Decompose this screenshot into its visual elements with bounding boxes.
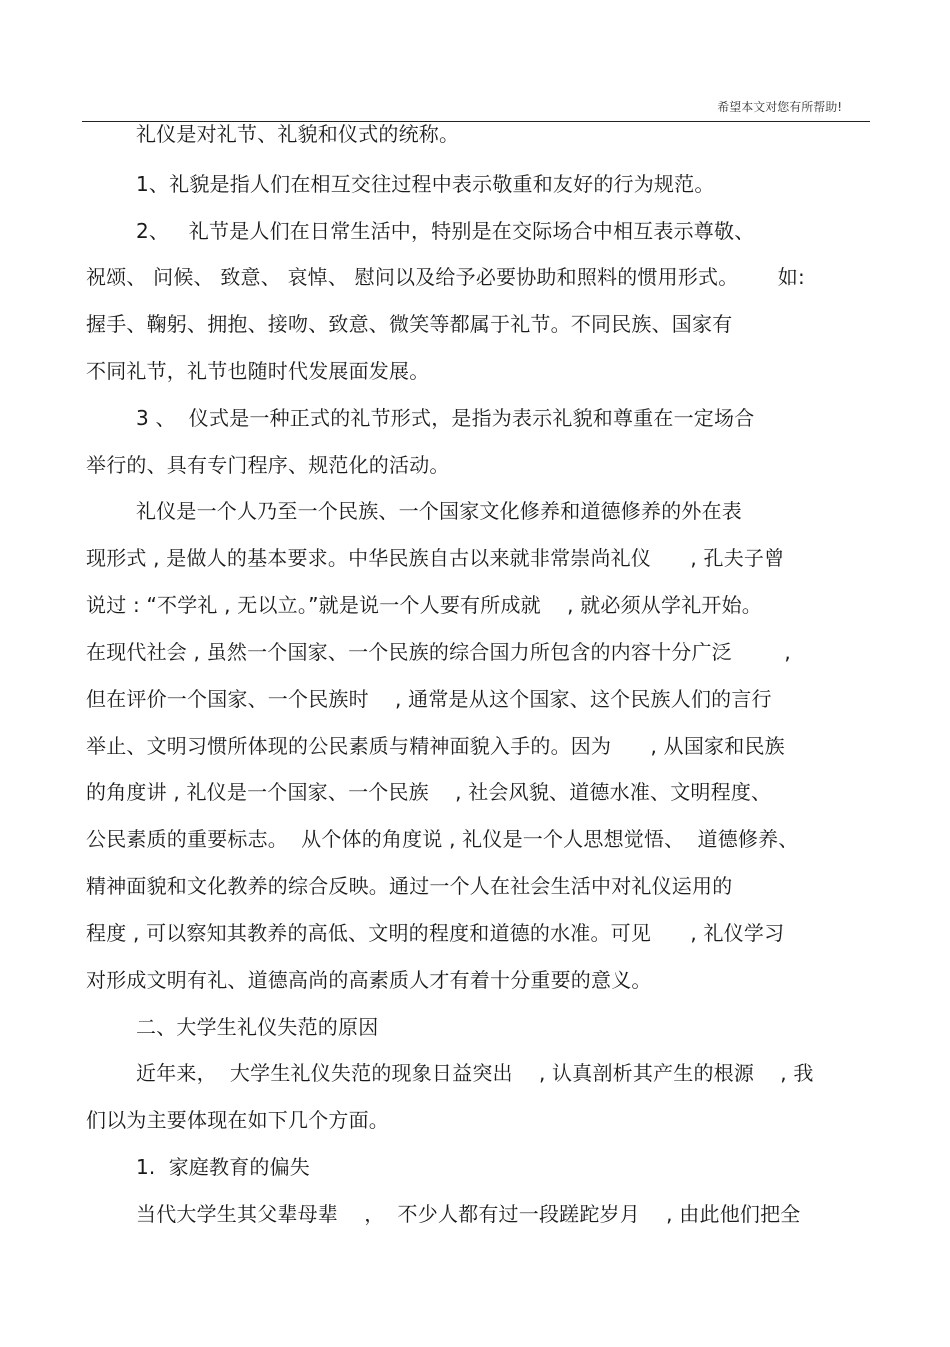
section-heading: 二、大学生礼仪失范的原因 (136, 1015, 379, 1039)
text-line: 当代大学生其父辈母辈 ， 不少人都有过一段蹉跎岁月 , 由此他们把全 (136, 1202, 801, 1226)
text-line: 礼仪是一个人乃至一个民族、一个国家文化修养和道德修养的外在表 (136, 499, 742, 523)
text-line: 握手、鞠躬、拥抱、接吻、致意、微笑等都属于礼节。不同民族、国家有 (86, 312, 733, 336)
text-line: 精神面貌和文化教养的综合反映。通过一个人在社会生活中对礼仪运用的 (86, 874, 733, 898)
text-line: 近年来， 大学生礼仪失范的现象日益突出 , 认真剖析其产生的根源 , 我 (136, 1061, 814, 1085)
text-line: 们以为主要体现在如下几个方面。 (86, 1108, 389, 1132)
text-line: 不同礼节，礼节也随时代发展面发展。 (86, 359, 430, 383)
text-line: 说过 : “不学礼 , 无以立。”就是说一个人要有所成就 , 就必须从学礼开始。 (86, 593, 762, 617)
text-line: 对形成文明有礼、道德高尚的高素质人才有着十分重要的意义。 (86, 968, 652, 992)
text-line: 程度 , 可以察知其教养的高低、文明的程度和道德的水准。可见 , 礼仪学习 (86, 921, 785, 945)
text-line: 1、礼貌是指人们在相互交往过程中表示敬重和友好的行为规范。 (136, 172, 715, 196)
text-line: 举行的、具有专门程序、规范化的活动。 (86, 453, 450, 477)
text-line: 2、 礼节是人们在日常生活中，特别是在交际场合中相互表示尊敬、 (136, 219, 755, 243)
text-line: 公民素质的重要标志。 从个体的角度说 , 礼仪是一个人思想觉悟、 道德修养、 (86, 827, 799, 851)
text-line: 但在评价一个国家、一个民族时 , 通常是从这个国家、这个民族人们的言行 (86, 687, 772, 711)
text-line: 祝颂、 问候、 致意、 哀悼、 慰问以及给予必要协助和照料的惯用形式。 如: (86, 265, 805, 289)
subsection-heading: 1. 家庭教育的偏失 (136, 1155, 310, 1179)
text-line: 的角度讲 , 礼仪是一个国家、一个民族 , 社会风貌、道德水准、文明程度、 (86, 780, 772, 804)
text-line: 现形式 , 是做人的基本要求。中华民族自古以来就非常崇尚礼仪 , 孔夫子曾 (86, 546, 785, 570)
header-note: 希望本文对您有所帮助! (717, 100, 842, 114)
text-line: 举止、文明习惯所体现的公民素质与精神面貌入手的。因为 , 从国家和民族 (86, 734, 785, 758)
text-line: 礼仪是对礼节、礼貌和仪式的统称。 (136, 122, 460, 146)
text-line: 3 、 仪式是一种正式的礼节形式，是指为表示礼貌和尊重在一定场合 (136, 406, 755, 430)
text-line: 在现代社会 , 虽然一个国家、一个民族的综合国力所包含的内容十分广泛 , (86, 640, 791, 664)
